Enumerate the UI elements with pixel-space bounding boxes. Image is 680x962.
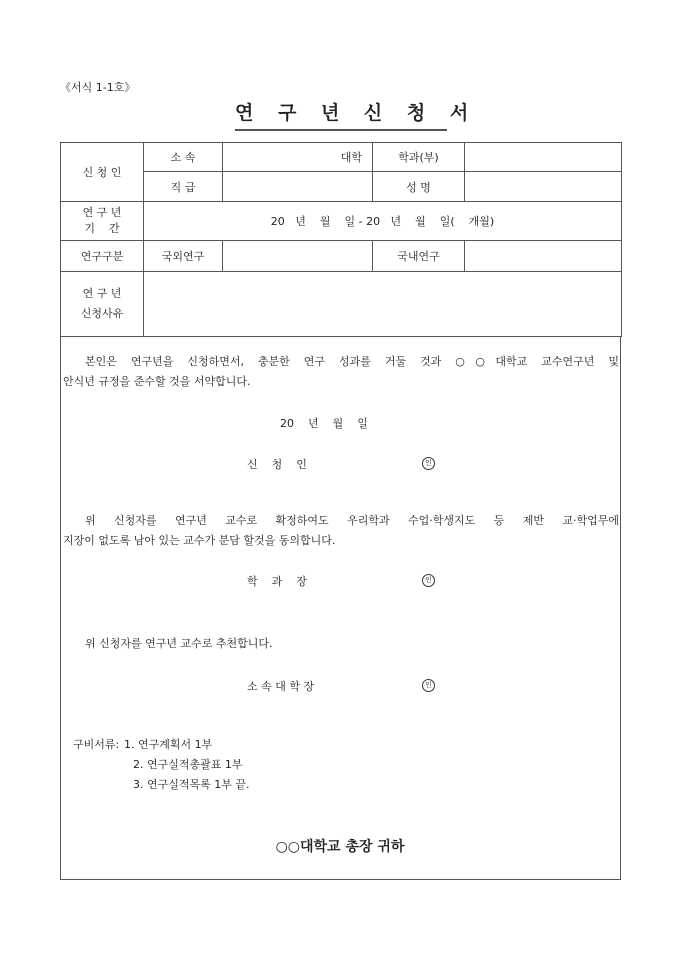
application-table (60, 142, 622, 337)
department-label: 학과(부) (373, 143, 465, 172)
form-number: 《서식 1-1호》 (60, 81, 136, 94)
reason-label-line1: 연 구 년 (82, 287, 122, 300)
dept-line1: 위 신청자를 연구년 교수로 확정하여도 우리학과 수업·학생지도 등 제반 교·학업무에 (85, 514, 619, 527)
applicant-label: 신 청 인 (61, 143, 144, 202)
reason-label (61, 272, 144, 337)
attachment-item: 2. 연구실적총괄표 1부 (133, 758, 243, 771)
dept-line2: 지장이 없도록 남아 있는 교수가 분담 할것을 동의합니다. (63, 534, 336, 547)
pledge-line1: 본인은 연구년을 신청하면서, 충분한 연구 성과를 거둘 것과 ○○대학교 교수연구년 및 (85, 355, 619, 368)
date-line: 20 년 월 일 (280, 417, 368, 430)
overseas-field[interactable] (223, 241, 373, 272)
attachments-label: 구비서류: (73, 738, 120, 751)
reason-label-line2: 신청사유 (80, 307, 124, 320)
pledge-paragraph (63, 352, 619, 392)
attachment-item: 3. 연구실적목록 1부 끝. (133, 778, 250, 791)
affiliation-field[interactable] (223, 143, 373, 172)
attachment-item: 1. 연구계획서 1부 (124, 738, 213, 751)
overseas-label: 국외연구 (144, 241, 223, 272)
addressee: ○○대학교 총장 귀하 (275, 839, 405, 855)
recommend-line: 위 신청자를 연구년 교수로 추천합니다. (85, 637, 273, 650)
type-label: 연구구분 (61, 241, 144, 272)
period-label-line2: 기 간 (84, 222, 120, 235)
pledge-line2: 안식년 규정을 준수할 것을 서약합니다. (63, 375, 251, 388)
position-field[interactable] (223, 172, 373, 202)
name-label: 성 명 (373, 172, 465, 202)
dean-seal-icon: 인 (422, 679, 435, 692)
applicant-sign-label: 신 청 인 (247, 458, 307, 471)
dept-head-seal-icon: 인 (422, 574, 435, 587)
domestic-field[interactable] (465, 241, 622, 272)
period-label (61, 202, 144, 241)
dean-sign-label: 소 속 대 학 장 (247, 680, 315, 693)
name-field[interactable] (465, 172, 622, 202)
period-label-line1: 연 구 년 (82, 206, 122, 219)
department-field[interactable] (465, 143, 622, 172)
position-label: 직 급 (144, 172, 223, 202)
reason-field[interactable] (144, 272, 622, 337)
applicant-seal-icon: 인 (422, 457, 435, 470)
dept-paragraph (63, 511, 619, 551)
affiliation-label: 소 속 (144, 143, 223, 172)
dept-head-sign-label: 학 과 장 (247, 575, 307, 588)
period-field[interactable]: 20 년 월 일 - 20 년 월 일( 개월) (144, 202, 622, 241)
page-title: 연 구 년 신 청 서 (235, 98, 447, 131)
college-suffix: 대학 (340, 151, 362, 164)
domestic-label: 국내연구 (373, 241, 465, 272)
